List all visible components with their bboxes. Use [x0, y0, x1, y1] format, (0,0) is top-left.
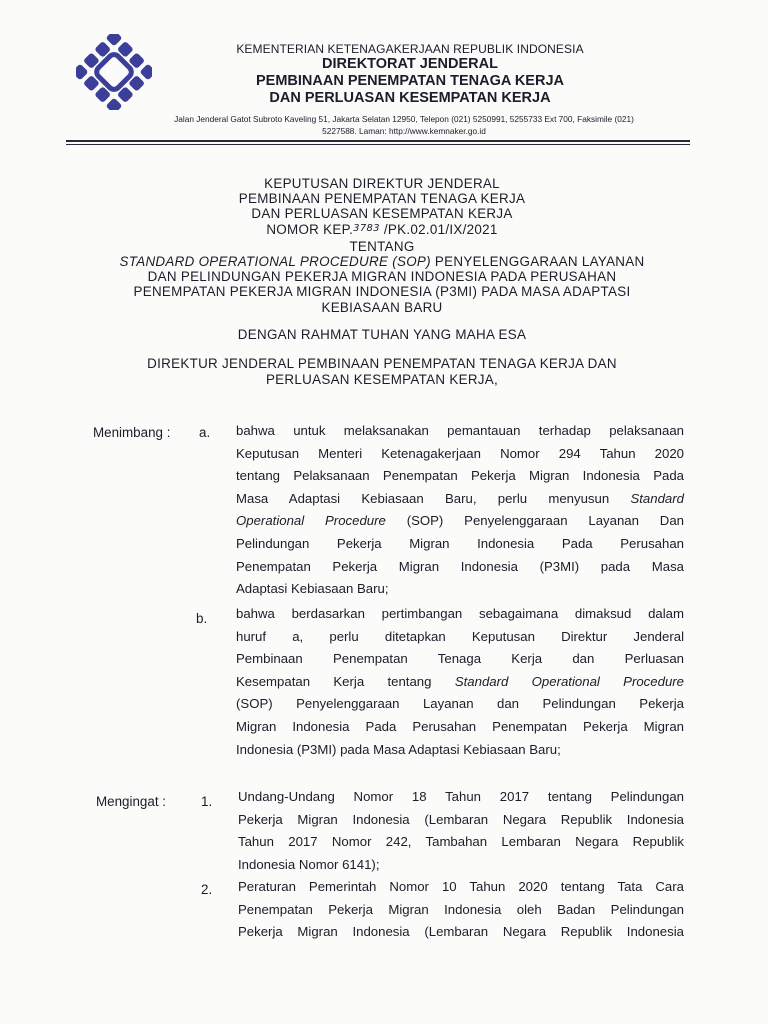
text-line: Indonesia Nomor 6141); [238, 856, 380, 872]
text-line: Pembinaan Penempatan Tenaga Kerja dan Perluasan [236, 651, 684, 667]
item-marker-a: a. [199, 425, 211, 440]
text-span: Kesempatan Kerja tentang [236, 673, 455, 689]
text-line: Tahun 2017 Nomor 242, Tambahan Lembaran Negara Republik [238, 834, 684, 850]
letterhead-rule [66, 140, 690, 142]
address-line: Jalan Jenderal Gatot Subroto Kaveling 51, Jakarta Selatan 12950, Telepon (021) 5250991, 5255733 Ext 700, Faksimile (021) [174, 114, 634, 124]
title-line: KEPUTUSAN DIREKTUR JENDERAL [264, 176, 500, 191]
title-line: DAN PERLUASAN KESEMPATAN KERJA [251, 206, 513, 222]
handwritten-number: 3783 [353, 222, 380, 234]
directorate-name-line3: DAN PERLUASAN KESEMPATAN KERJA [269, 90, 551, 106]
item-marker-b: b. [196, 611, 208, 626]
text-line: Keputusan Menteri Ketenagakerjaan Nomor 294 Tahun 2020 [236, 445, 684, 461]
menimbang-item-a [236, 420, 684, 601]
text-line: (SOP) Penyelenggaraan Layanan dan Pelindungan Pekerja [236, 696, 684, 712]
mengingat-item-1 [238, 786, 684, 876]
subject-line: KEBIASAAN BARU [321, 299, 443, 315]
official-title [80, 356, 684, 388]
text-line: Pekerja Migran Indonesia (Lembaran Negara Republik Indonesia [238, 924, 684, 940]
mengingat-label: Mengingat : [96, 794, 166, 809]
greeting: DENGAN RAHMAT TUHAN YANG MAHA ESA [237, 327, 527, 342]
decree-number [60, 222, 704, 239]
official-line: PERLUASAN KESEMPATAN KERJA, [265, 372, 499, 387]
tentang-label: TENTANG [349, 238, 415, 254]
item-marker-1: 1. [201, 794, 213, 809]
menimbang-label: Menimbang : [93, 425, 171, 440]
text-line: huruf a, perlu ditetapkan Keputusan Direktur Jenderal [236, 628, 684, 644]
directorate-name: DIREKTORAT JENDERAL [322, 56, 498, 72]
text-line: Pekerja Migran Indonesia (Lembaran Negara Republik Indonesia [238, 811, 684, 827]
text-line: Adaptasi Kebiasaan Baru; [236, 581, 389, 597]
text-line: Peraturan Pemerintah Nomor 10 Tahun 2020 tentang Tata Cara [238, 879, 684, 894]
menimbang-item-b [236, 603, 684, 761]
nomor-suffix: /PK.02.01/IX/2021 [379, 221, 498, 237]
italic-span: Standard Operational Procedure [454, 673, 685, 689]
subject-line: PENEMPATAN PEKERJA MIGRAN INDONESIA (P3MI) PADA MASA ADAPTASI [133, 284, 631, 300]
address-line: 5227588. Laman: http://www.kemnaker.go.id [322, 126, 486, 136]
nomor-prefix: NOMOR KEP. [266, 221, 354, 237]
text-line: Migran Indonesia Pada Perusahan Penempatan Pekerja Migran [236, 718, 684, 734]
decree-title [60, 176, 704, 315]
subject-rest: PENYELENGGARAAN LAYANAN [430, 254, 645, 270]
subject-line: DAN PELINDUNGAN PEKERJA MIGRAN INDONESIA PADA PERUSAHAN [147, 269, 617, 285]
ministry-name: KEMENTERIAN KETENAGAKERJAAN REPUBLIK INDONESIA [236, 42, 584, 56]
text-line: Penempatan Pekerja Migran Indonesia (P3MI) pada Masa [236, 558, 684, 574]
text-span: (SOP) Penyelenggaraan Layanan Dan [385, 513, 685, 529]
italic-span: Standard [630, 490, 684, 506]
address [144, 113, 664, 137]
subject-line [60, 254, 704, 269]
text-line: bahwa untuk melaksanakan pemantauan terhadap pelaksanaan [236, 423, 684, 438]
subject-italic: STANDARD OPERATIONAL PROCEDURE (SOP) [119, 254, 431, 270]
text-line: Penempatan Pekerja Migran Indonesia oleh Badan Pelindungan [238, 901, 684, 917]
kemnaker-logo-icon [76, 34, 152, 110]
item-marker-2: 2. [201, 882, 213, 897]
text-line [236, 671, 684, 694]
text-line: Undang-Undang Nomor 18 Tahun 2017 tentang Pelindungan [238, 789, 684, 804]
text-line: Pelindungan Pekerja Migran Indonesia Pada Perusahan [236, 535, 684, 551]
letterhead [0, 0, 768, 150]
letterhead-rule-thin [66, 144, 690, 145]
directorate-name-line2: PEMBINAAN PENEMPATAN TENAGA KERJA [255, 73, 564, 89]
official-line: DIREKTUR JENDERAL PEMBINAAN PENEMPATAN TENAGA KERJA DAN [147, 356, 617, 371]
text-line: tentang Pelaksanaan Penempatan Pekerja Migran Indonesia Pada [236, 468, 684, 484]
title-line: PEMBINAAN PENEMPATAN TENAGA KERJA [238, 191, 526, 207]
text-line [236, 488, 684, 511]
mengingat-item-2 [238, 876, 684, 944]
text-span: Masa Adaptasi Kebiasaan Baru, perlu menyusun [236, 490, 631, 506]
text-line [236, 510, 684, 533]
italic-span: Operational Procedure [236, 513, 386, 529]
text-line: Indonesia (P3MI) pada Masa Adaptasi Kebiasaan Baru; [236, 741, 561, 757]
text-line: bahwa berdasarkan pertimbangan sebagaimana dimaksud dalam [236, 606, 684, 621]
